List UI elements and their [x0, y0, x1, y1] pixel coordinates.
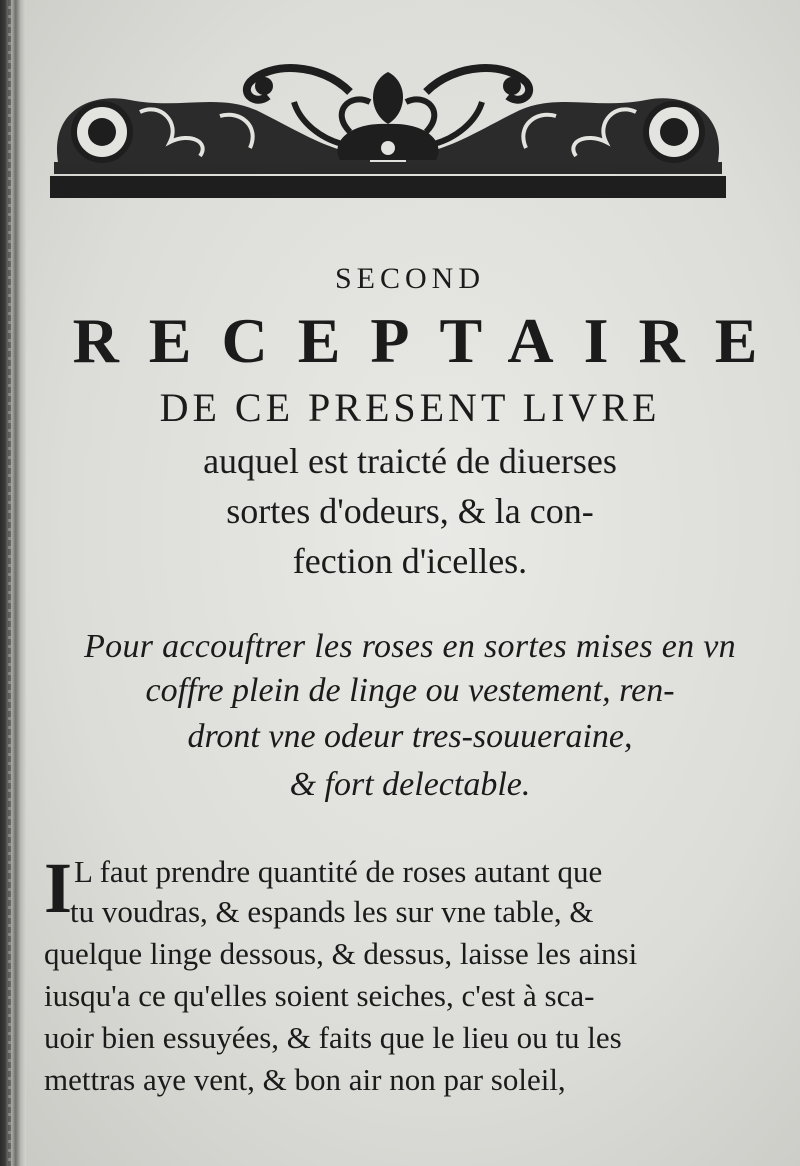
body-line: mettras aye vent, & bon air non par soleil,: [44, 1062, 566, 1097]
subtitle-line: fection d'icelles.: [292, 541, 528, 581]
page-gutter: [0, 0, 26, 1166]
title-receptaire: RECEPTAIRE: [72, 305, 788, 376]
title-second: SECOND: [334, 262, 485, 295]
body-line: L faut prendre quantité de roses autant que: [74, 854, 603, 889]
subtitle-line: DE CE PRESENT LIVRE: [159, 385, 661, 430]
body-line: iusqu'a ce qu'elles soient seiches, c'est à sca-: [44, 978, 595, 1013]
body-line: quelque linge dessous, & dessus, laisse les ainsi: [44, 936, 638, 971]
body-line: uoir bien essuyées, & faits que le lieu ou tu les: [44, 1020, 622, 1055]
rubric-line: & fort delectable.: [289, 766, 531, 803]
rubric-line: coffre plein de linge ou vestement, ren-: [145, 672, 675, 709]
drop-capital: I: [44, 848, 73, 928]
rubric-line: dront vne odeur tres-souueraine,: [187, 718, 633, 755]
subtitle-line: sortes d'odeurs, & la con-: [226, 491, 594, 531]
scroll-foliage-headpiece-icon: [50, 52, 726, 206]
body-line: tu voudras, & espands les sur vne table, &: [70, 894, 594, 929]
rubric-line: Pour accouftrer les roses en sortes mises en vn: [84, 628, 736, 665]
subtitle-line: auquel est traicté de diuerses: [203, 441, 617, 481]
